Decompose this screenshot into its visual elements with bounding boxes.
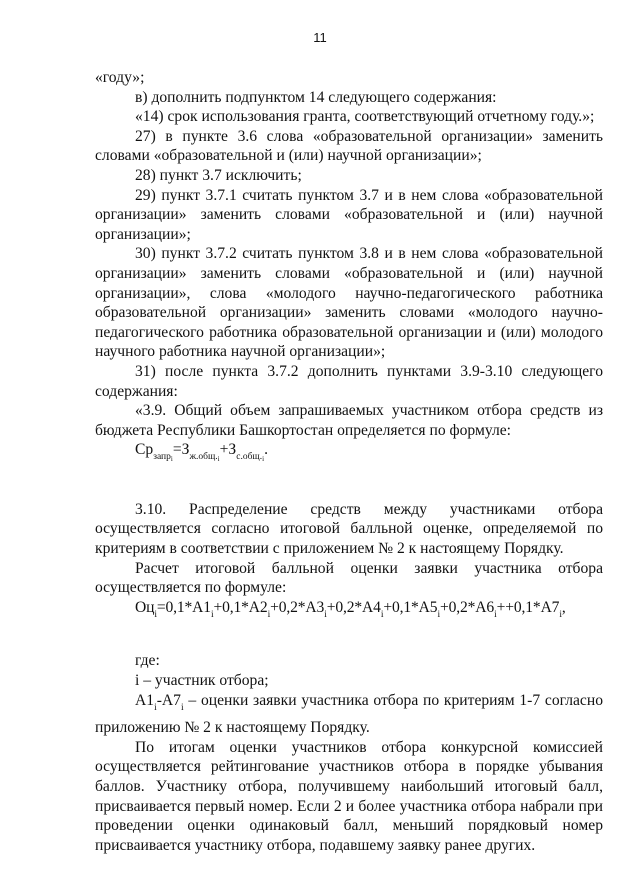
paragraph-criteria-def [95,691,603,738]
paragraph-9: «3.9. Общий объем запрашиваемых участником отбора средств из бюджета Республики Башкортостан определяется по формуле: [95,402,603,439]
formula2-operator: + [439,598,449,616]
grant-volume-formula [95,440,603,470]
paragraph-11: Расчет итоговой балльной оценки заявки участника отбора осуществляется по формуле: [95,559,603,597]
formula2-coef: 0,1* [513,598,541,616]
paragraph-8: 31) после пункта 3.7.2 дополнить пунктами 3.9-3.10 следующего содержания: [95,362,603,400]
formula2-var: А3 [305,598,325,616]
paragraph-4: 27) в пункте 3.6 слова «образовательной организации» заменить словами «образовательной и (или) научной организации»; [95,127,603,165]
formula1-lhs: Ср [135,441,154,459]
paragraph-6: 29) пункт 3.7.1 считать пунктом 3.7 и в нем слова «образовательной организации» заменить словами «образовательной и (или) научной организации»; [95,186,603,243]
formula2-lhs-sub: i [154,609,157,620]
formula2-coef: 0,2* [335,598,363,616]
formula2-var: А2 [248,598,268,616]
formula2-var-sub: i [267,609,271,620]
formula2-operator: , [561,598,566,616]
paragraph-10: 3.10. Распределение средств между участниками отбора осуществляется согласно итоговой балльной оценке, определяемой по критериям в соответствии с приложением № 2 к настоящему Порядку. [95,500,603,558]
score-formula [95,598,603,626]
formula2-operator: ++ [496,598,514,616]
paragraph-participant-def: i – участник отбора; [135,672,269,690]
formula2-coef: 0,2* [278,598,306,616]
formula1-lhs-sub: запрi [153,452,173,464]
paragraph-3: «14) срок использования гранта, соответствующий отчетному году.»; [135,108,595,126]
formula2-terms [165,598,566,620]
formula2-var: А4 [362,598,381,616]
formula2-coef: 0,1* [391,598,419,616]
formula1-eq: = [172,441,182,459]
formula1-term1: З [181,441,190,459]
formula2-var: А1 [192,598,211,616]
formula2-eq: = [156,598,166,616]
paragraph-where: где: [135,652,160,670]
page-number: 11 [313,30,327,45]
formula2-operator: + [383,598,392,616]
formula1-end: . [264,441,268,459]
range-a1: А1 [135,691,155,709]
formula2-coef: 0,1* [165,598,193,616]
paragraph-7: 30) пункт 3.7.2 считать пунктом 3.8 и в нем слова «образовательной организации» заменить словами «образовательной и (или) научной организации», слова «молодого научно-педагогического работника образовательной организации» заменить словами «молодого научно-педагогического работника образовательной организации и (или) молодого научного работника научной организации»; [95,245,603,361]
range-dash: - [156,691,162,709]
paragraph-2: в) дополнить подпунктом 14 следующего содержания: [135,88,497,106]
formula2-lhs: Оц [135,598,155,616]
formula2-var: А6 [475,598,495,616]
range-a7: А7 [161,691,181,709]
formula1-term2: З [228,441,237,459]
formula2-var-sub: i [210,609,214,620]
range-a7-sub: i [180,702,184,713]
formula2-var-sub: i [324,609,327,620]
formula2-coef: 0,1* [222,598,249,616]
formula2-operator: + [270,598,279,616]
formula1-plus: + [219,441,229,459]
formula2-var-sub: i [494,609,497,620]
formula2-var-sub: i [437,609,440,620]
formula1-term1-sub: ж.общ.i [189,452,220,464]
range-a1-sub: i [154,702,157,713]
criteria-def-text: – оценки заявки участника отбора по критериям 1-7 согласно приложению № 2 к настоящему Порядку. [95,691,603,737]
paragraph-1: «году»; [95,69,145,86]
formula2-var: А7 [540,598,560,616]
formula1-term2-sub: с.общ.i [236,452,265,464]
formula2-coef: 0,2* [448,598,476,616]
formula2-operator: + [326,598,336,616]
formula2-operator: + [213,598,223,616]
formula2-var: А5 [418,598,438,616]
formula2-var-sub: i [380,609,384,620]
paragraph-ranking: По итогам оценки участников отбора конкурсной комиссией осуществляется рейтингование участников отбора в порядке убывания баллов. Участнику отбора, получившему наибольший итоговый балл, присваивается первый номер. Если 2 и более участника отбора набрали при проведении оценки одинаковый балл, меньший порядковый номер присваивается участнику отбора, подавшему заявку ранее других. [95,738,603,854]
paragraph-5: 28) пункт 3.7 исключить; [135,166,302,184]
document-body [95,68,603,855]
formula2-var-sub: i [559,609,562,620]
